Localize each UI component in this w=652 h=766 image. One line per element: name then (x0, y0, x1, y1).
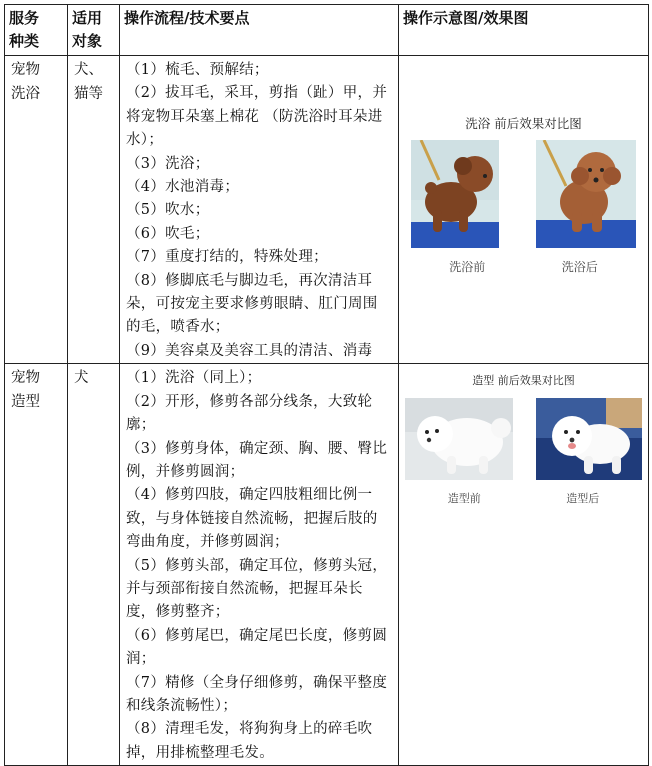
steps-cell (120, 56, 399, 364)
list-item: （1）洗浴（同上）； (126, 370, 262, 387)
before-bath-photo (411, 140, 499, 248)
header-service-type: 服务 种类 (5, 5, 68, 56)
list-item: （9）美容桌及美容工具的清洁、消毒 (126, 342, 373, 359)
list-item: （7）重度打结的，特殊处理； (126, 249, 328, 266)
list-item: （4）修剪四肢，确定四肢粗细比例一致，与身体链接自然流畅，把握后肢的弯曲角度，并修剪圆润； (126, 487, 378, 551)
after-caption: 造型后 (566, 492, 600, 506)
before-caption: 洗浴前 (449, 260, 486, 274)
figure-cell (399, 364, 649, 766)
grooming-service-table (4, 4, 649, 766)
list-item: （5）修剪头部，确定耳位，修剪头冠，并与颈部衔接自然流畅，把握耳朵长度，修剪整齐； (126, 557, 388, 621)
list-item: （6）吹毛； (126, 225, 210, 242)
figure-title: 洗浴 前后效果对比图 (465, 116, 582, 131)
list-item: （5）吹水； (126, 202, 210, 219)
service-cell: 宠物 洗浴 (5, 56, 68, 364)
after-styling-photo (536, 398, 642, 480)
service-cell: 宠物 造型 (5, 364, 68, 766)
bath-comparison-figure (399, 56, 648, 275)
list-item: （8）修脚底毛与脚边毛，再次清洁耳朵，可按宠主要求修剪眼睛、肛门周围的毛，喷香水； (126, 272, 378, 336)
header-illustration: 操作示意图/效果图 (399, 5, 649, 56)
steps-cell (120, 364, 399, 766)
target-cell: 犬、 猫等 (68, 56, 120, 364)
figure-title: 造型 前后效果对比图 (472, 374, 575, 388)
list-item: （7）精修（全身仔细修剪，确保平整度和线条流畅性）； (126, 674, 388, 714)
target-cell: 犬 (68, 364, 120, 766)
list-item: （3）修剪身体，确定颈、胸、腰、臀比例，并修剪圆润； (126, 440, 388, 480)
table-row (5, 364, 649, 766)
after-bath-photo (536, 140, 636, 248)
figure-cell (399, 56, 649, 364)
list-item: （4）水池消毒； (126, 179, 240, 196)
list-item: （8）清理毛发，将狗狗身上的碎毛吹掉，用排梳整理毛发。 (126, 721, 373, 761)
before-styling-photo (405, 398, 513, 480)
table-row (5, 56, 649, 364)
styling-comparison-figure (399, 364, 648, 506)
steps-list (120, 364, 398, 765)
header-procedure: 操作流程/技术要点 (120, 5, 399, 56)
list-item: （2）开形，修剪各部分线条，大致轮廓； (126, 393, 373, 434)
header-row (5, 5, 649, 56)
list-item: （3）洗浴； (126, 155, 210, 172)
list-item: （2）拔耳毛，采耳，剪指（趾）甲，并将宠物耳朵塞上棉花 （防洗浴时耳朵进水）； (126, 85, 388, 149)
steps-list (120, 56, 398, 363)
header-target: 适用 对象 (68, 5, 120, 56)
before-caption: 造型前 (447, 492, 481, 506)
list-item: （1）梳毛、预解结； (126, 62, 269, 78)
after-caption: 洗浴后 (561, 260, 598, 274)
list-item: （6）修剪尾巴，确定尾巴长度，修剪圆润； (126, 627, 388, 668)
